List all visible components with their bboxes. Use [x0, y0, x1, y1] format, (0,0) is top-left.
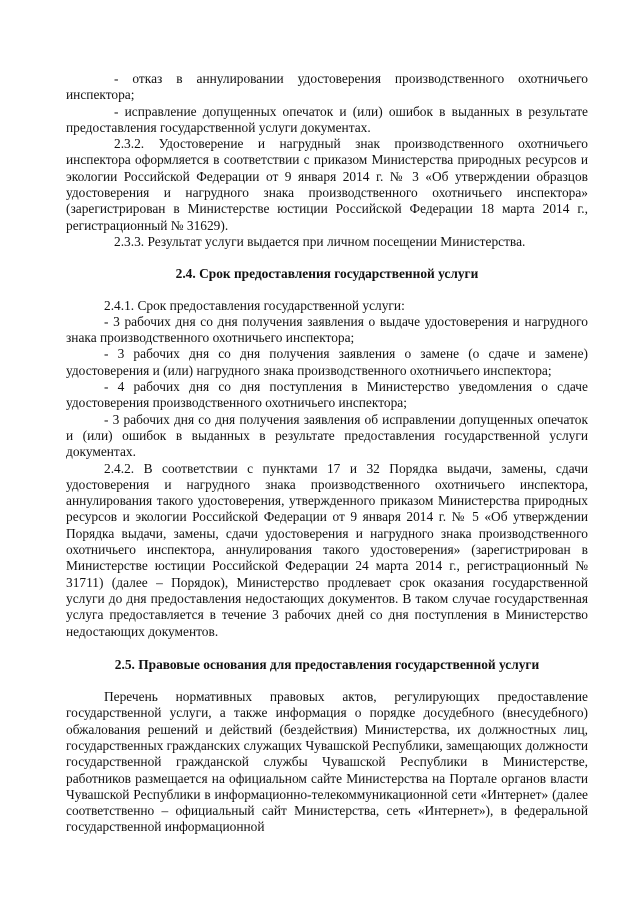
paragraph-2-3-2: 2.3.2. Удостоверение и нагрудный знак производственного охотничьего инспектора оформляется в соответствии с приказом Министерства природных ресурсов и экологии Российской Федерации от 9 января 2014 г. № 3 «Об утверждении образцов удостоверения и нагрудного знака производственного охотничьего инспектора» (зарегистрирован в Министерстве юстиции Российской Федерации 18 марта 2014 г., регистрационный № 31629). [66, 136, 588, 233]
paragraph-2-4-2: 2.4.2. В соответствии с пунктами 17 и 32 Порядка выдачи, замены, сдачи удостоверения и нагрудного знака производственного охотничьего инспектора, аннулирования такого удостоверения, утвержденного приказом Министерства природных ресурсов и экологии Российской Федерации от 9 января 2014 г. № 5 «Об утверждении Порядка выдачи, замены, сдачи удостоверения и нагрудного знака производственного охотничьего инспектора, аннулирования такого удостоверения» (зарегистрирован в Министерстве юстиции Российской Федерации 24 марта 2014 г., регистрационный № 31711) (далее – Порядок), Министерство продлевает срок оказания государственной услуги до дня предоставления недостающих документов. В таком случае государственная услуга предоставляется в течение 3 рабочих дней со дня поступления в Министерство недостающих документов. [66, 460, 588, 639]
paragraph-2-4-1: 2.4.1. Срок предоставления государственной услуги: [104, 297, 405, 313]
paragraph-refusal-annulment: - отказ в аннулировании удостоверения производственного охотничьего инспектора; [66, 71, 588, 103]
list-item-term-surrender: - 4 рабочих дня со дня поступления в Министерство уведомления о сдаче удостоверения производственного охотничьего инспектора; [66, 379, 588, 411]
section-heading-2-5: 2.5. Правовые основания для предоставления государственной услуги [114, 656, 540, 672]
list-item-term-correction: - 3 рабочих дня со дня получения заявления об исправлении допущенных опечаток и (или) ошибок в выданных в результате предоставления государственной услуги документах. [66, 411, 588, 460]
paragraph-correction: - исправление допущенных опечаток и (или) ошибок в выданных в результате предоставления государственной услуги документах. [66, 103, 588, 135]
paragraph-2-3-3: 2.3.3. Результат услуги выдается при личном посещении Министерства. [114, 233, 526, 249]
list-item-term-issue: - 3 рабочих дня со дня получения заявления о выдаче удостоверения и нагрудного знака производственного охотничьего инспектора; [66, 313, 588, 346]
list-item-term-replacement: - 3 рабочих дня со дня получения заявления о замене (о сдаче и замене) удостоверения и (или) нагрудного знака производственного охотничьего инспектора; [66, 346, 588, 378]
section-heading-2-4: 2.4. Срок предоставления государственной услуги [175, 266, 479, 282]
paragraph-legal-acts: Перечень нормативных правовых актов, регулирующих предоставление государственной услуги, а также информация о порядке досудебного (внесудебного) обжалования решений и действий (бездействия) Министерства, их должностных лиц, государственных гражданских служащих Чувашской Республики, замещающих должности государственной гражданской службы Чувашской Республики в Министерстве, работников размещается на официальном сайте Министерства на Портале органов власти Чувашской Республики в информационно-телекоммуникационной сети «Интернет» (далее соответственно – официальный сайт Министерства, сеть «Интернет»), в федеральной государственной информационной [66, 689, 588, 835]
